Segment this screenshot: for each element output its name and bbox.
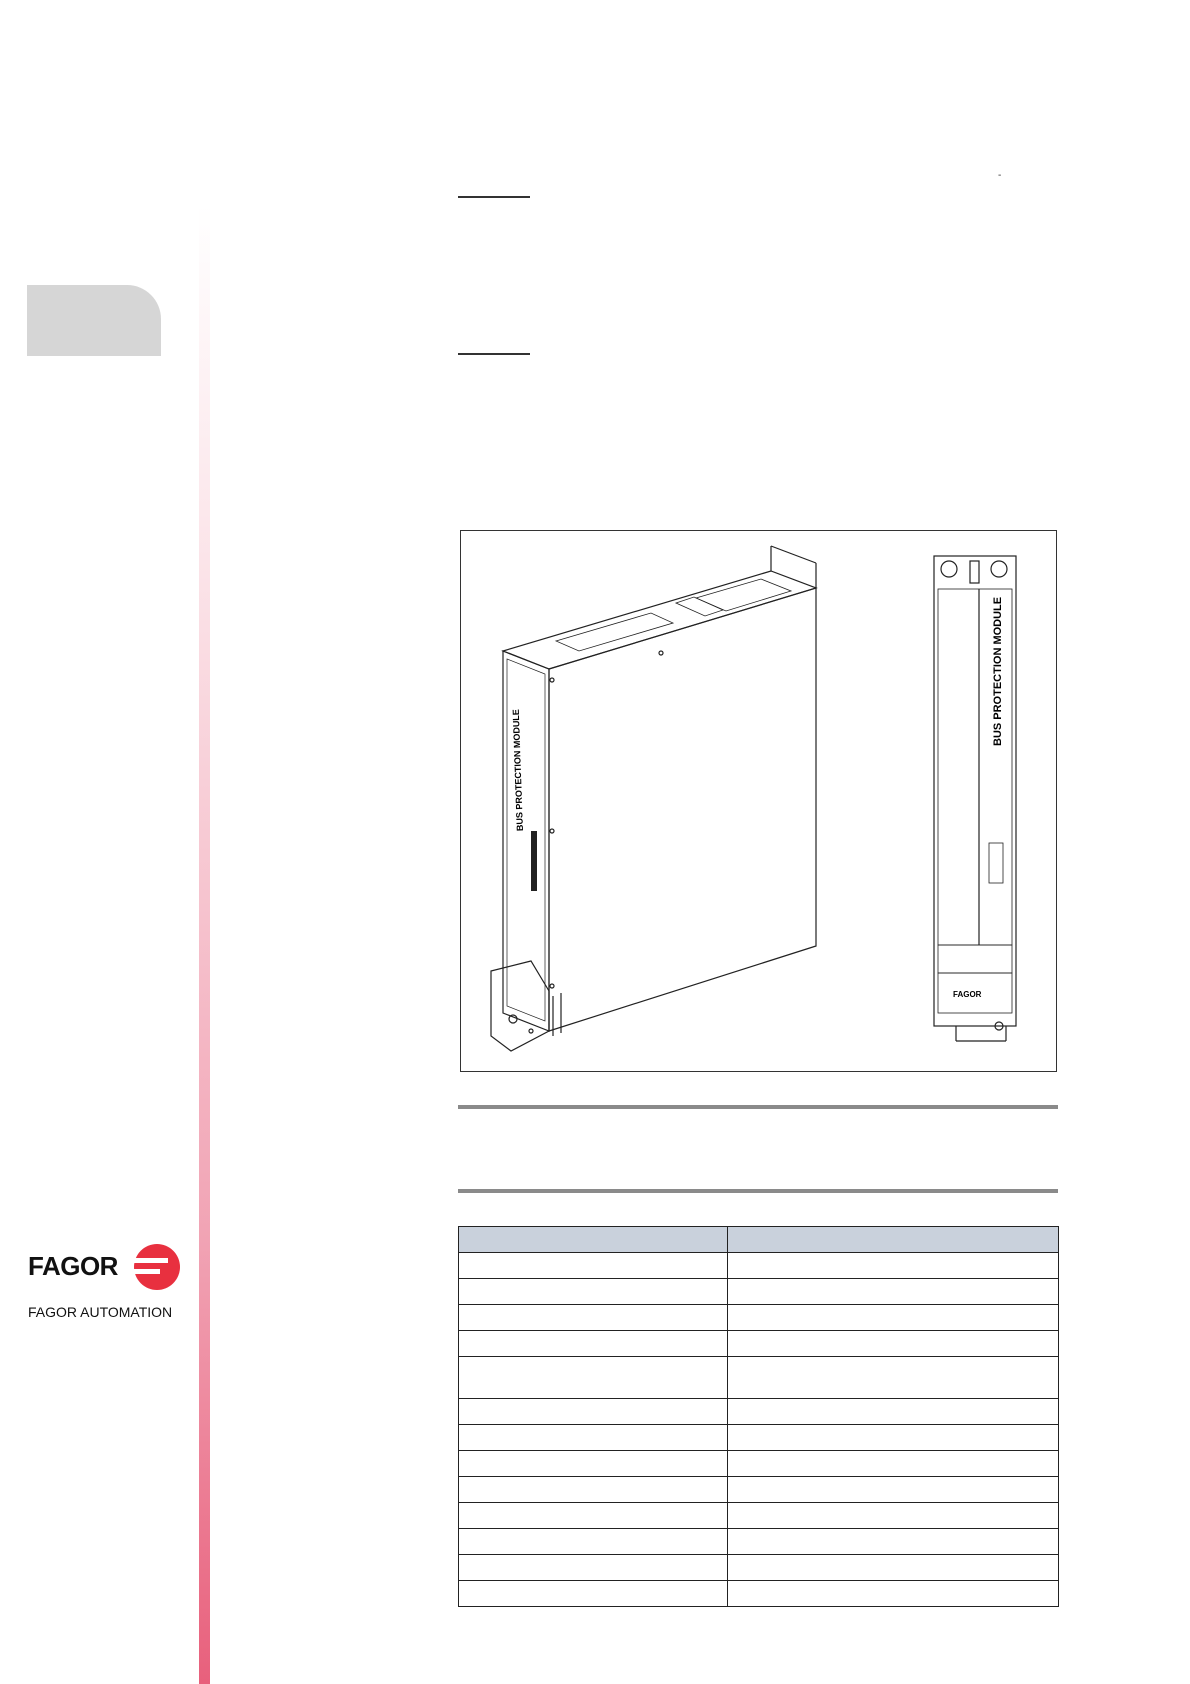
table-row [459,1581,1059,1607]
specifications-table [458,1226,1059,1607]
table-row [459,1279,1059,1305]
module-drawing [461,531,1058,1073]
table-header-cell [728,1227,1059,1253]
caption-rule-bottom [458,1189,1058,1193]
table-cell [728,1253,1059,1279]
logo-wordmark: FAGOR [28,1251,118,1281]
table-row [459,1529,1059,1555]
module-front-face [503,651,549,1031]
table-cell [728,1581,1059,1607]
module-bottom-cap [491,961,549,1051]
module-side-face [549,588,816,1031]
logo-subtitle: FAGOR AUTOMATION [28,1304,173,1320]
table-row [459,1331,1059,1357]
table-cell [459,1503,728,1529]
table-cell [728,1425,1059,1451]
table-row [459,1451,1059,1477]
table-row [459,1357,1059,1399]
table-cell [459,1253,728,1279]
table-row [459,1425,1059,1451]
table-cell [728,1477,1059,1503]
table-cell [459,1331,728,1357]
table-cell [728,1331,1059,1357]
table-cell [728,1279,1059,1305]
table-row [459,1477,1059,1503]
table-header-cell [459,1227,728,1253]
table-cell [728,1451,1059,1477]
table-row [459,1399,1059,1425]
table-cell [728,1357,1059,1399]
side-accent-bar [199,205,210,1684]
front-module-label: BUS PROTECTION MODULE [510,708,525,832]
table-cell [459,1477,728,1503]
table-cell [728,1399,1059,1425]
table-cell [728,1305,1059,1331]
table-cell [459,1425,728,1451]
table-cell [728,1529,1059,1555]
table-cell [459,1529,728,1555]
section-heading-underline [458,196,530,198]
header-mark: - [998,170,1002,181]
caption-rule-top [458,1105,1058,1109]
table-row [459,1305,1059,1331]
table-cell [728,1503,1059,1529]
table-cell [728,1555,1059,1581]
table-cell [459,1451,728,1477]
section-heading-underline [458,353,530,355]
table-row [459,1503,1059,1529]
table-header-row [459,1227,1059,1253]
table-row [459,1555,1059,1581]
table-cell [459,1279,728,1305]
table-cell [459,1399,728,1425]
side-nameplate: FAGOR [953,990,982,999]
fagor-emblem-icon [132,1243,182,1291]
table-row [459,1253,1059,1279]
side-module-label: BUS PROTECTION MODULE [992,596,1004,746]
table-cell [459,1581,728,1607]
table-cell [459,1305,728,1331]
module-figure [460,530,1057,1072]
table-cell [459,1357,728,1399]
front-status-strip [531,831,537,891]
table-cell [459,1555,728,1581]
chapter-tab [27,285,161,356]
